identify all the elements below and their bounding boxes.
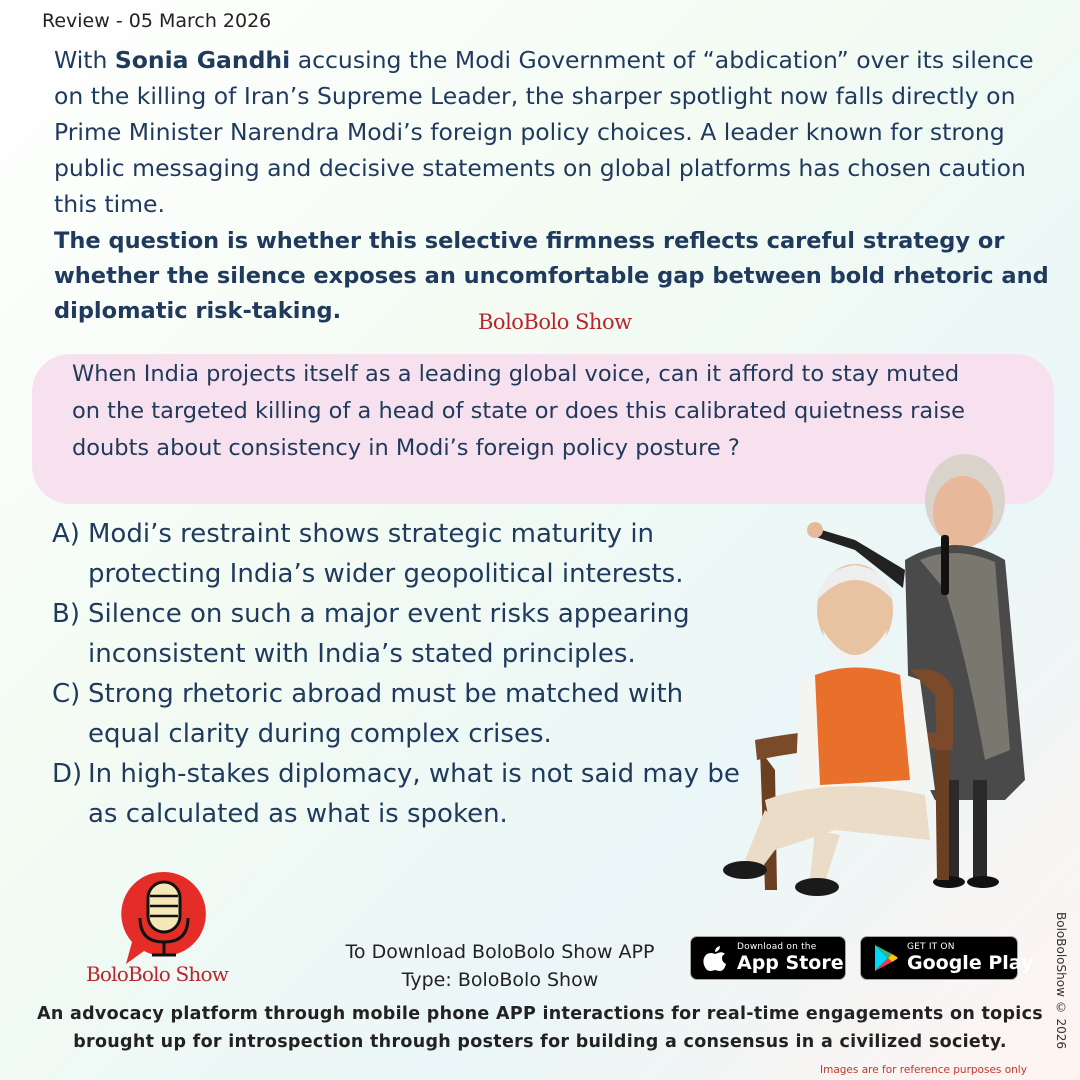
option-letter: B) — [52, 599, 80, 629]
app-store-big-text: App Store — [737, 952, 844, 974]
download-instructions — [320, 938, 680, 994]
main-question: When India projects itself as a leading global voice, can it afford to stay muted on the targeted killing of a head of state or does this calibrated quietness raise doubts about consistency in Modi’s foreign policy posture ? — [72, 361, 966, 461]
footer-logo-text: BoloBolo Show — [86, 962, 229, 986]
option-letter: D) — [52, 759, 83, 789]
option-letter: C) — [52, 679, 81, 709]
intro-paragraph — [54, 42, 1054, 222]
option-text: Modi’s restraint shows strategic maturity in protecting India’s wider geopolitical interests. — [88, 519, 684, 589]
google-play-badge[interactable] — [860, 936, 1034, 980]
vertical-copyright: BoloBoloShow © 2026 — [1054, 912, 1068, 1050]
review-date: Review - 05 March 2026 — [42, 10, 272, 32]
watermark-brand: BoloBolo Show — [478, 310, 632, 334]
google-play-small-text: GET IT ON — [907, 942, 955, 952]
intro-bold-name: Sonia Gandhi — [114, 46, 291, 74]
apple-icon — [701, 943, 729, 973]
microphone-logo-icon — [114, 868, 214, 968]
options-list — [52, 514, 752, 834]
option-text: Silence on such a major event risks appearing inconsistent with India’s stated principles. — [88, 599, 690, 669]
intro-text-after: accusing the Modi Government of “abdication” over its silence on the killing of Iran’s Supreme Leader, the sharper spotlight now falls directly on Prime Minister Narendra Modi’s foreign policy choices. A leader known for strong public messaging and decisive statements on global platforms has chosen caution this time. — [54, 46, 1034, 218]
option-b[interactable] — [52, 594, 752, 674]
option-d[interactable] — [52, 754, 752, 834]
intro-text-before: With — [54, 46, 115, 74]
google-play-big-text: Google Play — [907, 952, 1034, 974]
question-line: The question is whether this selective firmness reflects careful strategy or whether the silence exposes an uncomfortable gap between bold rhetoric and diplomatic risk-taking. — [54, 228, 1049, 324]
download-line-1: To Download BoloBolo Show APP — [345, 941, 655, 963]
option-c[interactable] — [52, 674, 752, 754]
image-disclaimer: Images are for reference purposes only — [820, 1064, 1027, 1076]
seated-figure — [723, 564, 935, 896]
option-text: Strong rhetoric abroad must be matched with equal clarity during complex crises. — [88, 679, 684, 749]
download-line-2: Type: BoloBolo Show — [401, 969, 599, 991]
footer-tagline: An advocacy platform through mobile phone APP interactions for real-time engagements on topics brought up for introspection through posters for building a consensus in a civilized society. — [36, 1004, 1043, 1052]
option-letter: A) — [52, 519, 80, 549]
app-store-small-text: Download on the — [737, 942, 817, 952]
illustration-figures — [705, 450, 1065, 920]
google-play-icon — [871, 943, 899, 973]
option-text: In high-stakes diplomacy, what is not said may be as calculated as what is spoken. — [88, 759, 740, 829]
app-store-badge[interactable] — [690, 936, 846, 980]
option-a[interactable] — [52, 514, 752, 594]
